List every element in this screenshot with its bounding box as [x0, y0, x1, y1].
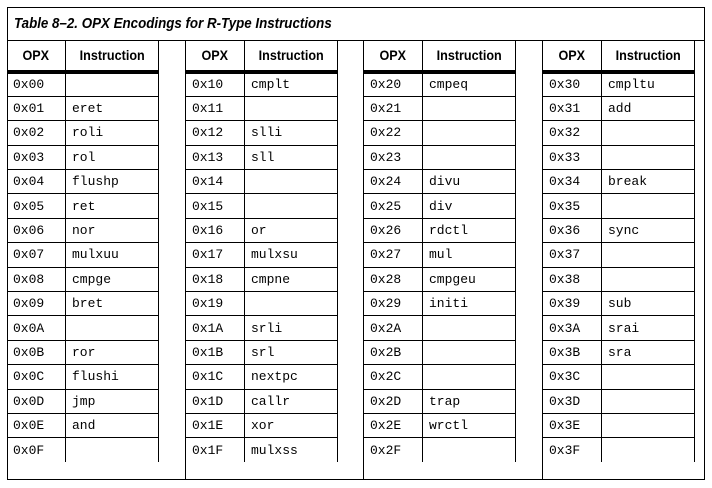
table-row [543, 170, 695, 194]
opx-code: 0x07 [7, 243, 66, 267]
opx-code: 0x05 [7, 194, 66, 218]
table-row [543, 438, 695, 462]
opx-code: 0x3C [543, 365, 602, 389]
table-row [543, 121, 695, 145]
opx-header-label: OPX [379, 47, 407, 63]
table-row [7, 340, 159, 364]
opx-code: 0x03 [7, 145, 66, 169]
instruction-name: and [66, 413, 159, 437]
table-row [7, 194, 159, 218]
instruction-name [602, 243, 695, 267]
instruction-name [66, 72, 159, 96]
opx-code: 0x3F [543, 438, 602, 462]
opx-code: 0x3B [543, 340, 602, 364]
opx-code: 0x1B [186, 340, 245, 364]
opx-code: 0x0B [7, 340, 66, 364]
instruction-header [602, 40, 695, 72]
opx-code: 0x2E [364, 413, 423, 437]
opx-code: 0x21 [364, 96, 423, 120]
opx-code: 0x29 [364, 292, 423, 316]
table-row [364, 292, 516, 316]
instruction-name: jmp [66, 389, 159, 413]
table-row [543, 218, 695, 242]
instruction-name [423, 316, 516, 340]
table-row [364, 340, 516, 364]
table-row [7, 170, 159, 194]
opx-code: 0x11 [186, 96, 245, 120]
instruction-name [66, 316, 159, 340]
opx-code: 0x2B [364, 340, 423, 364]
opx-code: 0x37 [543, 243, 602, 267]
instruction-name: callr [245, 389, 338, 413]
opx-header-label: OPX [201, 47, 229, 63]
table-row [543, 340, 695, 364]
instruction-header [245, 40, 338, 72]
table-row [7, 121, 159, 145]
opx-table-2 [186, 40, 338, 462]
table-row [543, 145, 695, 169]
table-row [7, 72, 159, 96]
instruction-name: cmpltu [602, 72, 695, 96]
opx-table-1 [7, 40, 159, 462]
instruction-name: ret [66, 194, 159, 218]
opx-code: 0x1C [186, 365, 245, 389]
instruction-name: sll [245, 145, 338, 169]
table-row [364, 267, 516, 291]
instruction-name: sra [602, 340, 695, 364]
instruction-name: rol [66, 145, 159, 169]
opx-table-4 [543, 40, 695, 462]
table-row [7, 145, 159, 169]
instruction-name [423, 145, 516, 169]
instruction-name [245, 292, 338, 316]
instruction-name [602, 365, 695, 389]
instruction-name: mulxuu [66, 243, 159, 267]
instruction-name: mulxsu [245, 243, 338, 267]
instruction-name: add [602, 96, 695, 120]
table-row [186, 413, 338, 437]
opx-code: 0x10 [186, 72, 245, 96]
group-left-border [185, 40, 186, 479]
opx-code: 0x13 [186, 145, 245, 169]
table-row [7, 316, 159, 340]
instruction-name: xor [245, 413, 338, 437]
opx-code: 0x16 [186, 218, 245, 242]
table-row [186, 365, 338, 389]
table-row [364, 145, 516, 169]
instruction-name: cmpge [66, 267, 159, 291]
opx-code: 0x14 [186, 170, 245, 194]
table-row [186, 267, 338, 291]
table-row [186, 170, 338, 194]
instruction-name: slli [245, 121, 338, 145]
table-row [186, 438, 338, 462]
opx-code: 0x30 [543, 72, 602, 96]
opx-code: 0x2C [364, 365, 423, 389]
table-row [186, 96, 338, 120]
instruction-name: srai [602, 316, 695, 340]
instruction-name [423, 438, 516, 462]
opx-group-1 [7, 40, 159, 479]
opx-header [7, 40, 66, 72]
instruction-name [602, 121, 695, 145]
opx-header [543, 40, 602, 72]
instruction-name: flushi [66, 365, 159, 389]
table-row [186, 292, 338, 316]
table-row [7, 389, 159, 413]
instruction-name: eret [66, 96, 159, 120]
opx-code: 0x08 [7, 267, 66, 291]
table-row [186, 194, 338, 218]
table-row [543, 72, 695, 96]
opx-code: 0x3D [543, 389, 602, 413]
instruction-name: or [245, 218, 338, 242]
table-row [543, 267, 695, 291]
table-row [543, 194, 695, 218]
table-row [7, 267, 159, 291]
instruction-name: flushp [66, 170, 159, 194]
instruction-name: rdctl [423, 218, 516, 242]
opx-code: 0x0A [7, 316, 66, 340]
instruction-name: cmpeq [423, 72, 516, 96]
opx-code: 0x25 [364, 194, 423, 218]
instruction-name: sync [602, 218, 695, 242]
table-row [364, 389, 516, 413]
table-row [364, 72, 516, 96]
instruction-name: sub [602, 292, 695, 316]
table-row [364, 365, 516, 389]
instruction-name [602, 413, 695, 437]
opx-code: 0x0C [7, 365, 66, 389]
opx-code: 0x33 [543, 145, 602, 169]
table-row [7, 218, 159, 242]
instruction-header [66, 40, 159, 72]
table-row [7, 413, 159, 437]
table-row [543, 413, 695, 437]
opx-code: 0x28 [364, 267, 423, 291]
table-title [8, 8, 704, 41]
instruction-name [245, 194, 338, 218]
table-row [186, 340, 338, 364]
opx-code: 0x12 [186, 121, 245, 145]
instruction-name: roli [66, 121, 159, 145]
opx-code: 0x22 [364, 121, 423, 145]
instruction-header-label: Instruction [258, 47, 324, 63]
instruction-name [423, 96, 516, 120]
table-row [364, 438, 516, 462]
instruction-name [602, 389, 695, 413]
instruction-name [245, 170, 338, 194]
opx-code: 0x23 [364, 145, 423, 169]
opx-header [186, 40, 245, 72]
opx-code: 0x35 [543, 194, 602, 218]
table-title-text: Table 8–2. OPX Encodings for R-Type Instructions [14, 16, 332, 32]
header-row [7, 40, 159, 72]
table-row [186, 389, 338, 413]
header-row [543, 40, 695, 72]
opx-code: 0x1F [186, 438, 245, 462]
instruction-name [423, 121, 516, 145]
table-row [364, 243, 516, 267]
header-row [186, 40, 338, 72]
opx-group-3 [364, 40, 516, 479]
instruction-name: mul [423, 243, 516, 267]
opx-code: 0x24 [364, 170, 423, 194]
instruction-name: ror [66, 340, 159, 364]
instruction-name: srl [245, 340, 338, 364]
table-row [543, 96, 695, 120]
opx-code: 0x38 [543, 267, 602, 291]
table-row [7, 96, 159, 120]
instruction-name: nextpc [245, 365, 338, 389]
instruction-name [602, 267, 695, 291]
opx-code: 0x3A [543, 316, 602, 340]
table-row [186, 145, 338, 169]
table-row [186, 121, 338, 145]
opx-group-4 [543, 40, 695, 479]
table-row [543, 389, 695, 413]
table-row [364, 194, 516, 218]
opx-code: 0x39 [543, 292, 602, 316]
opx-code: 0x20 [364, 72, 423, 96]
opx-code: 0x2A [364, 316, 423, 340]
opx-code: 0x04 [7, 170, 66, 194]
opx-code: 0x17 [186, 243, 245, 267]
instruction-name [602, 438, 695, 462]
instruction-name: initi [423, 292, 516, 316]
opx-code: 0x31 [543, 96, 602, 120]
instruction-header-label: Instruction [79, 47, 145, 63]
instruction-name: cmplt [245, 72, 338, 96]
instruction-name [245, 96, 338, 120]
instruction-name [423, 365, 516, 389]
table-row [364, 413, 516, 437]
table-row [7, 365, 159, 389]
table-row [364, 170, 516, 194]
instruction-name: break [602, 170, 695, 194]
opx-table-3 [364, 40, 516, 462]
opx-header [364, 40, 423, 72]
instruction-name: srli [245, 316, 338, 340]
opx-code: 0x09 [7, 292, 66, 316]
opx-code: 0x1A [186, 316, 245, 340]
opx-code: 0x36 [543, 218, 602, 242]
instruction-name: wrctl [423, 413, 516, 437]
instruction-name: cmpgeu [423, 267, 516, 291]
table-row [364, 96, 516, 120]
table-row [186, 218, 338, 242]
table-row [186, 243, 338, 267]
table-row [543, 316, 695, 340]
group-left-border [363, 40, 364, 479]
instruction-name: divu [423, 170, 516, 194]
opx-code: 0x1E [186, 413, 245, 437]
opx-code: 0x26 [364, 218, 423, 242]
instruction-name: trap [423, 389, 516, 413]
opx-group-2 [186, 40, 338, 479]
opx-code: 0x06 [7, 218, 66, 242]
table-row [7, 292, 159, 316]
table-row [7, 438, 159, 462]
instruction-header-label: Instruction [615, 47, 681, 63]
table-row [543, 292, 695, 316]
table-row [186, 72, 338, 96]
header-row [364, 40, 516, 72]
instruction-name: div [423, 194, 516, 218]
opx-code: 0x00 [7, 72, 66, 96]
opx-code: 0x18 [186, 267, 245, 291]
opx-code: 0x02 [7, 121, 66, 145]
opx-code: 0x1D [186, 389, 245, 413]
table-row [543, 243, 695, 267]
instruction-header-label: Instruction [436, 47, 502, 63]
opx-header-label: OPX [22, 47, 50, 63]
opx-code: 0x0D [7, 389, 66, 413]
opx-code: 0x0F [7, 438, 66, 462]
opx-code: 0x3E [543, 413, 602, 437]
opx-code: 0x0E [7, 413, 66, 437]
instruction-header [423, 40, 516, 72]
instruction-name: nor [66, 218, 159, 242]
opx-code: 0x2F [364, 438, 423, 462]
table-row [364, 121, 516, 145]
table-row [543, 365, 695, 389]
table-row [364, 316, 516, 340]
opx-header-label: OPX [558, 47, 586, 63]
opx-code: 0x2D [364, 389, 423, 413]
instruction-name: cmpne [245, 267, 338, 291]
opx-code: 0x27 [364, 243, 423, 267]
instruction-name [423, 340, 516, 364]
table-row [186, 316, 338, 340]
table-row [7, 243, 159, 267]
opx-code: 0x32 [543, 121, 602, 145]
instruction-name [66, 438, 159, 462]
group-left-border [542, 40, 543, 479]
opx-code: 0x15 [186, 194, 245, 218]
instruction-name: mulxss [245, 438, 338, 462]
opx-code: 0x19 [186, 292, 245, 316]
instruction-name: bret [66, 292, 159, 316]
instruction-name [602, 194, 695, 218]
opx-code: 0x01 [7, 96, 66, 120]
instruction-name [602, 145, 695, 169]
opx-code: 0x34 [543, 170, 602, 194]
table-row [364, 218, 516, 242]
